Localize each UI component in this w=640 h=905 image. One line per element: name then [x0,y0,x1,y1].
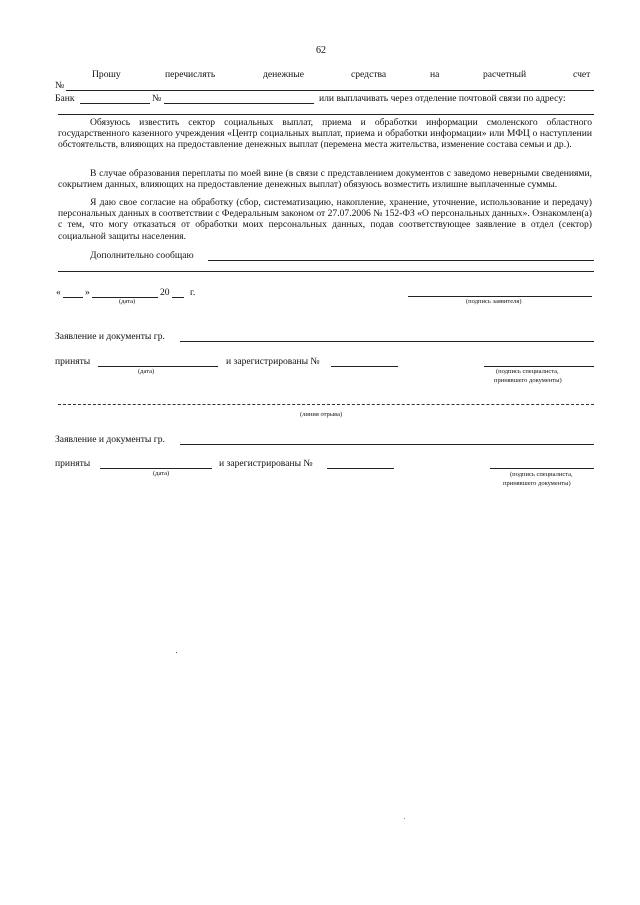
section1-registered-label: и зарегистрированы № [226,356,320,367]
date-day-field[interactable] [63,297,83,298]
account-number-label: № [55,80,65,91]
section2-statement-label: Заявление и документы гр. [55,434,165,445]
section2-date-caption: (дата) [153,470,170,477]
section2-accepted-label: приняты [55,458,91,469]
section1-specialist-signature-field[interactable] [484,366,594,367]
address-field[interactable] [58,114,594,115]
consent-paragraph: Я даю свое согласие на обработку (сбор, систематизацию, накопление, хранение, уточнение, использование и передачу) персональных данных в соответствии с Федеральным законом от 27.07.2006 № 152-ФЗ «О персональных данных». Ознакомлен(а) с тем, что могу отказаться от обработки моих персональных данных, подав соответствующее заявление в отдел (сектор) социальной защиты населения. [58,197,592,242]
date-year-field[interactable] [172,297,184,298]
scan-speck [404,818,405,819]
request-word-5: на [430,69,440,80]
section2-date-field[interactable] [100,468,212,469]
section1-statement-label: Заявление и документы гр. [55,331,165,342]
section2-specialist-signature-field[interactable] [490,468,594,469]
date-quote-close: » [85,287,90,298]
date-quote-open: « [56,287,61,298]
applicant-signature-field[interactable] [408,296,592,297]
postal-address-label: или выплачивать через отделение почтовой связи по адресу: [319,93,566,104]
section1-specialist-caption-1: (подпись специалиста, [496,368,559,375]
section2-registration-number-field[interactable] [327,468,394,469]
account-number-field[interactable] [66,90,594,91]
request-word-1: Прошу [92,69,121,80]
bank-field[interactable] [80,103,150,104]
scan-speck [176,652,177,653]
section1-date-field[interactable] [98,366,218,367]
section1-date-caption: (дата) [138,368,155,375]
section2-specialist-caption-2: принявшего документы) [503,480,571,487]
cut-line-caption: (линия отрыва) [300,411,343,418]
section2-citizen-field[interactable] [180,444,594,445]
request-word-6: расчетный [483,69,527,80]
date-caption: (дата) [119,298,136,305]
section2-registered-label: и зарегистрированы № [219,458,313,469]
request-word-3: денежные [263,69,304,80]
applicant-signature-caption: (подпись заявителя) [466,298,522,305]
request-word-2: перечислять [165,69,216,80]
section1-citizen-field[interactable] [180,341,594,342]
section2-specialist-caption-1: (подпись специалиста, [510,471,573,478]
request-word-4: средства [351,69,387,80]
page-number: 62 [316,45,326,56]
date-year-suffix: г. [190,287,196,298]
section1-registration-number-field[interactable] [331,366,398,367]
cut-line [58,404,594,405]
obligation-paragraph: Обязуюсь известить сектор социальных выплат, приема и обработки информации смоленского областного государственного казенного учреждения «Центр социальных выплат, приема и обработки информации» или МФЦ о наступлении обстоятельств, влияющих на предоставление денежных выплат (перемена места жительства, изменение состава семьи и др.). [58,117,592,151]
additional-info-field[interactable] [208,260,594,261]
bank-label: Банк [55,93,75,104]
bank-number-field[interactable] [164,103,314,104]
additional-info-label: Дополнительно сообщаю [90,250,194,261]
section1-accepted-label: приняты [55,356,91,367]
request-word-7: счет [573,69,591,80]
bank-number-label: № [152,93,162,104]
additional-info-line-2[interactable] [58,271,594,272]
section1-specialist-caption-2: принявшего документы) [494,377,562,384]
overpayment-paragraph: В случае образования переплаты по моей вине (в связи с представлением документов с заведомо неверными сведениями, сокрытием данных, влияющих на предоставление денежных выплат) обязуюсь возместить излишне выплаченные суммы. [58,168,592,191]
date-year-prefix: 20 [160,287,170,298]
